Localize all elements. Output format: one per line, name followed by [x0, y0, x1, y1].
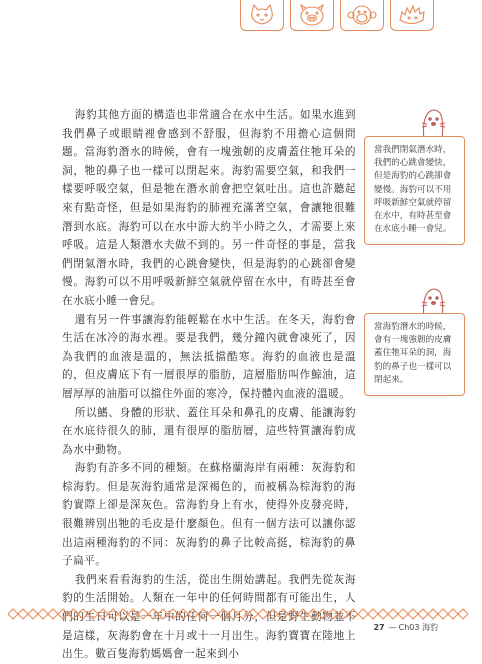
pig-face-icon	[290, 0, 334, 31]
diamond-shape	[448, 609, 458, 619]
paragraph: 我們來看看海豹的生活，從出生開始講起。我們先從灰海豹的生活開始。人類在一年中的任何時間都有可能出生，人們的生日可以是一年中的任何一個月分，但是野生動物並不是這樣，灰海豹會在十月或十一月出生。海豹寶寶在陸地上出生。數百隻海豹媽媽會一起來到小	[62, 573, 356, 661]
diamond-shape	[108, 609, 118, 619]
diamond-shape	[378, 609, 388, 619]
cat-face-icon	[240, 0, 284, 31]
diamond-shape	[58, 609, 68, 619]
page-number: 27	[373, 623, 385, 632]
diamond-shape	[158, 609, 168, 619]
monkey-face-icon	[340, 0, 384, 31]
diamond-shape	[178, 609, 188, 619]
chapter-label: Ch03	[398, 623, 420, 632]
diamond-shape	[418, 609, 428, 619]
diamond-shape	[78, 609, 88, 619]
diamond-shape	[148, 609, 158, 619]
diamond-shape	[388, 609, 398, 619]
side-note: 當海豹潛水的時候，會有一塊強韌的皮膚蓋住牠耳朵的洞，海豹的鼻子也一樣可以閉起來。	[364, 313, 465, 396]
diamond-shape	[338, 609, 348, 619]
diamond-shape	[458, 609, 468, 619]
diamond-shape	[48, 609, 58, 619]
diamond-shape	[18, 609, 28, 619]
diamond-shape	[208, 609, 218, 619]
diamond-shape	[308, 609, 318, 619]
diamond-shape	[318, 609, 328, 619]
header-decoration	[240, 0, 434, 31]
diamond-shape	[328, 609, 338, 619]
side-note: 當我們閉氣潛水時，我們的心跳會變快，但是海豹的心跳卻會變慢。海豹可以不用呼吸新鮮空氣就停留在水中，有時甚至會在水底小睡一會兒。	[364, 136, 465, 245]
diamond-shape	[278, 609, 288, 619]
diamond-border-decoration	[8, 608, 474, 620]
diamond-shape	[408, 609, 418, 619]
diamond-shape	[238, 609, 248, 619]
paragraph: 所以鰭、身體的形狀、蓋住耳朵和鼻孔的皮膚、能讓海豹在水底待很久的肺，還有很厚的脂肪層，這些特質讓海豹成為水中動物。	[62, 406, 356, 456]
diamond-shape	[438, 609, 448, 619]
hedgehog-face-icon	[390, 0, 434, 31]
diamond-shape	[218, 609, 228, 619]
diamond-shape	[38, 609, 48, 619]
chapter-title: 海豹	[422, 623, 438, 632]
diamond-shape	[118, 609, 128, 619]
paragraph: 還有另一件事讓海豹能輕鬆在水中生活。在冬天，海豹會生活在冰冷的海水裡。要是我們，幾分鐘內就會凍死了，因為我們的血液是溫的，無法抵擋酷寒。海豹的血液也是溫的，但皮膚底下有一層很厚的脂肪，這層脂肪叫作鯨油，這層厚厚的油脂可以擋住外面的寒冷，保持體內血液的溫暖。	[62, 313, 356, 400]
diamond-shape	[368, 609, 378, 619]
page-footer: 27 — Ch03 海豹	[373, 623, 438, 632]
diamond-shape	[98, 609, 108, 619]
diamond-shape	[358, 609, 368, 619]
diamond-shape	[28, 609, 38, 619]
diamond-shape	[138, 609, 148, 619]
article-body	[62, 106, 356, 664]
diamond-shape	[248, 609, 258, 619]
diamond-shape	[348, 609, 358, 619]
diamond-shape	[428, 609, 438, 619]
diamond-shape	[198, 609, 208, 619]
diamond-shape	[398, 609, 408, 619]
diamond-shape	[288, 609, 298, 619]
diamond-shape	[128, 609, 138, 619]
diamond-shape	[88, 609, 98, 619]
paragraph: 海豹其他方面的構造也非常適合在水中生活。如果水進到我們鼻子或眼睛裡會感到不舒服，但海豹不用擔心這個問題。當海豹潛水的時候，會有一塊強韌的皮膚蓋住牠耳朵的洞，牠的鼻子也一樣可以閉起來。海豹需要空氣，和我們一樣要呼吸空氣，但是牠在潛水前會把空氣吐出。這也許聽起來有點奇怪，但是如果海豹的肺裡充滿著空氣，會讓牠很難潛到水底。海豹可以在水中游大約半小時之久，才需要上來呼吸。這是人類潛水夫做不到的。另一件奇怪的事是，當我們閉氣潛水時，我們的心跳會變快，但是海豹的心跳卻會變慢。海豹可以不用呼吸新鮮空氣就停留在水中，有時甚至會在水底小睡一會兒。	[62, 109, 356, 307]
diamond-shape	[68, 609, 78, 619]
diamond-shape	[298, 609, 308, 619]
diamond-shape	[188, 609, 198, 619]
paragraph: 海豹有許多不同的種類。在蘇格蘭海岸有兩種：灰海豹和棕海豹。但是灰海豹通常是深褐色的，而被稱為棕海豹的海豹實際上卻是深灰色。當海豹身上有水，使得外皮發亮時，很難辨別出牠的毛皮是什麼顏色。但有一個方法可以讓你認出這兩種海豹的不同：灰海豹的鼻子比較高挺，棕海豹的鼻子扁平。	[62, 462, 356, 568]
diamond-shape	[8, 609, 18, 619]
diamond-shape	[168, 609, 178, 619]
diamond-shape	[268, 609, 278, 619]
diamond-shape	[258, 609, 268, 619]
diamond-shape	[228, 609, 238, 619]
